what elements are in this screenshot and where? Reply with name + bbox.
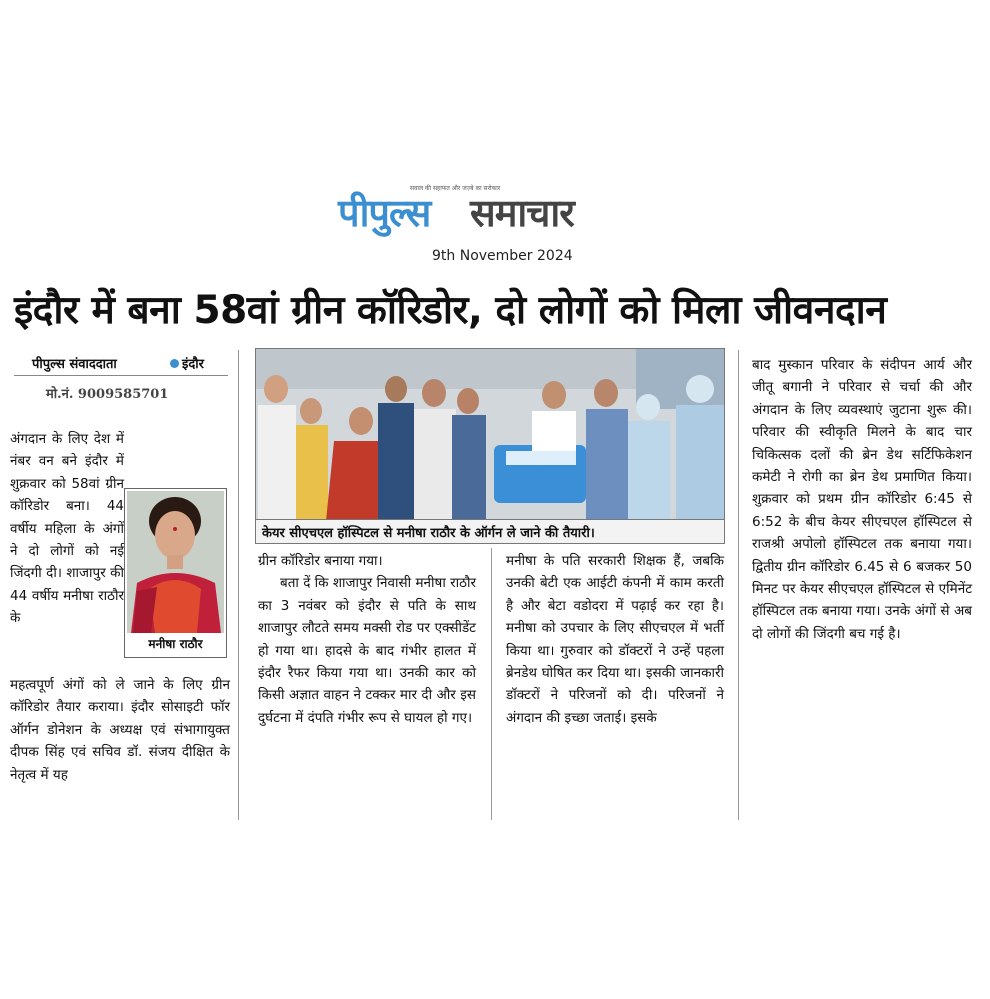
article-paragraph: [258, 572, 476, 729]
article-column-2: [258, 550, 476, 729]
logo-peoples: पीपुल्स: [338, 191, 431, 235]
reporter-phone: मो.नं. 9009585701: [46, 387, 169, 402]
portrait-photo: [127, 491, 224, 633]
event-photo: [255, 348, 725, 520]
article-text: मनीषा के पति सरकारी शिक्षक हैं, जबकि उनकी बेटी एक आईटी कंपनी में काम करती है और बेटा वडोदरा में पढ़ाई कर रहा है। मनीषा को उपचार के लिए सीएचएल में भर्ती किया था। गुरुवार को डॉक्टरों ने उन्हें पहला ब्रेनडेथ घोषित कर दिया था। इसकी जानकारी डॉक्टरों ने परिजनों को दी। परिजनों ने अंगदान की इच्छा जताई। इसके: [506, 553, 724, 726]
dateline-city: इंदौर: [182, 357, 204, 372]
portrait-box: [124, 488, 227, 658]
photo-caption-bar: [255, 520, 725, 544]
column-divider: [738, 350, 739, 820]
byline: [14, 350, 228, 376]
article-column-1-top: [10, 428, 124, 630]
article-text: बाद मुस्कान परिवार के संदीपन आर्य और जीतू बगानी ने परिवार से चर्चा की और अंगदान के लिए व्यवस्थाएं जुटाना शुरू की। परिवार की स्वीकृति मिलने के बाद चार चिकित्सक दलों की ब्रेन डेथ सर्टिफिकेशन कमेटी ने रोगी का ब्रेन डेथ प्रमाणित किया। शुक्रवार को प्रथम ग्रीन कॉरिडोर 6:45 से 6:52 के बीच केयर सीएचएल हॉस्पिटल से राजश्री अपोलो हॉस्पिटल तक बनाया गया। द्वितीय ग्रीन कॉरिडोर 6.45 से 6 बजकर 50 मिनट पर केयर सीएचएल हॉस्पिटल से एमिनेंट हॉस्पिटल तक बनाया गया। उनके अंगों से अब दो लोगों की जिंदगी बच गई है।: [752, 357, 972, 642]
woman-portrait-icon: [127, 491, 224, 633]
article-column-3: [506, 550, 724, 729]
hospital-group-photo-icon: [256, 349, 725, 520]
column-divider: [238, 350, 239, 820]
article-text: ग्रीन कॉरिडोर बनाया गया।: [258, 553, 383, 569]
article-column-4: [752, 354, 972, 645]
photo-caption: केयर सीएचएल हॉस्पिटल से मनीषा राठौर के ऑर्गन ले जाने की तैयारी।: [262, 526, 595, 541]
bullet-dot-icon: [170, 359, 179, 368]
column-divider: [491, 548, 492, 820]
article-text: बता दें कि शाजापुर निवासी मनीषा राठौर का 3 नवंबर को इंदौर से पति के साथ शाजापुर लौटते समय मक्सी रोड पर एक्सीडेंट हो गया था। हादसे के बाद गंभीर हालत में इंदौर रैफर किया गया था। उनकी कार को किसी अज्ञात वाहन ने टक्कर मार दी और इस दुर्घटना में दंपति गंभीर रूप से घायल हो गए।: [258, 575, 476, 726]
headline: इंदौर में बना 58वां ग्रीन कॉरिडोर, दो लोगों को मिला जीवनदान: [14, 288, 887, 333]
masthead: [330, 180, 660, 240]
article-text: अंगदान के लिए देश में नंबर वन बने इंदौर में शुक्रवार को 58वां ग्रीन कॉरिडोर बना। 44 वर्षीय महिला के अंगों ने दो लोगों को नई जिंदगी दी। शाजापुर की 44 वर्षीय मनीषा राठौर के: [10, 431, 124, 627]
logo-samachar: समाचार: [470, 191, 574, 235]
article-column-1-bottom: [10, 674, 230, 786]
portrait-caption: मनीषा राठौर: [148, 637, 203, 651]
publication-date: 9th November 2024: [432, 248, 573, 264]
masthead-tagline: सवाल की सहाफत और जज़्बे का सरोकार: [410, 185, 501, 192]
article-text: महत्वपूर्ण अंगों को ले जाने के लिए ग्रीन कॉरिडोर तैयार कराया। इंदौर सोसाइटी फॉर ऑर्गन डोनेशन के अध्यक्ष एवं संभागायुक्त दीपक सिंह एवं सचिव डॉ. संजय दीक्षित के नेतृत्व में यह: [10, 677, 230, 783]
reporter-name: पीपुल्स संवाददाता: [32, 357, 117, 372]
